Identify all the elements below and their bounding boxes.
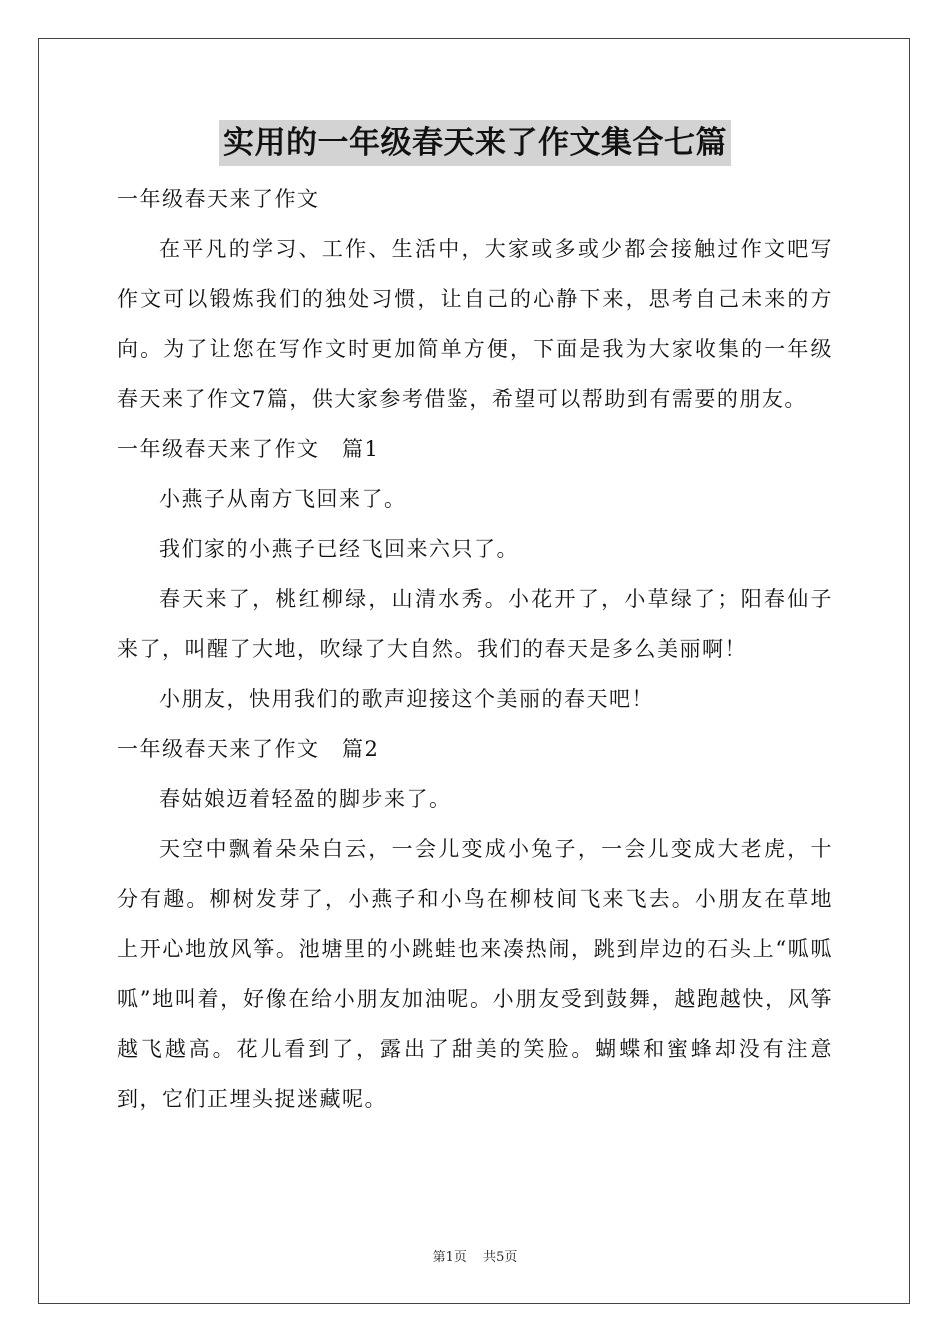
section-1-paragraph: 小朋友，快用我们的歌声迎接这个美丽的春天吧！ xyxy=(159,687,654,711)
intro-paragraph: 在平凡的学习、工作、生活中，大家或多或少都会接触过作文吧写作文可以锻炼我们的独处习惯，让自己的心静下来，思考自己未来的方向。为了让您在写作文时更加简单方便，下面是我为大家收集的一年级春天来了作文7篇，供大家参考借鉴，希望可以帮助到有需要的朋友。 xyxy=(117,237,833,411)
page-total: 共5页 xyxy=(483,1250,518,1265)
section-1-paragraph: 小燕子从南方飞回来了。 xyxy=(159,487,407,511)
page-number: 第1页 xyxy=(432,1250,467,1265)
page-footer xyxy=(0,1246,950,1265)
title-wrap xyxy=(117,118,833,174)
section-2-heading: 一年级春天来了作文 篇2 xyxy=(117,737,380,761)
section-1-heading: 一年级春天来了作文 篇1 xyxy=(117,437,380,461)
intro-heading: 一年级春天来了作文 xyxy=(117,187,320,211)
section-1-paragraph: 春天来了，桃红柳绿，山清水秀。小花开了，小草绿了；阳春仙子来了，叫醒了大地，吹绿了大自然。我们的春天是多么美丽啊！ xyxy=(117,587,833,661)
document-title: 实用的一年级春天来了作文集合七篇 xyxy=(219,120,731,166)
document-body xyxy=(117,118,833,1124)
section-1-paragraph: 我们家的小燕子已经飞回来六只了。 xyxy=(159,537,519,561)
section-2-paragraph: 春姑娘迈着轻盈的脚步来了。 xyxy=(159,787,452,811)
section-2-paragraph: 天空中飘着朵朵白云，一会儿变成小兔子，一会儿变成大老虎，十分有趣。柳树发芽了，小燕子和小鸟在柳枝间飞来飞去。小朋友在草地上开心地放风筝。池塘里的小跳蛙也来凑热闹，跳到岸边的石头上“呱呱呱”地叫着，好像在给小朋友加油呢。小朋友受到鼓舞，越跑越快，风筝越飞越高。花儿看到了，露出了甜美的笑脸。蝴蝶和蜜蜂却没有注意到，它们正埋头捉迷藏呢。 xyxy=(117,837,833,1111)
